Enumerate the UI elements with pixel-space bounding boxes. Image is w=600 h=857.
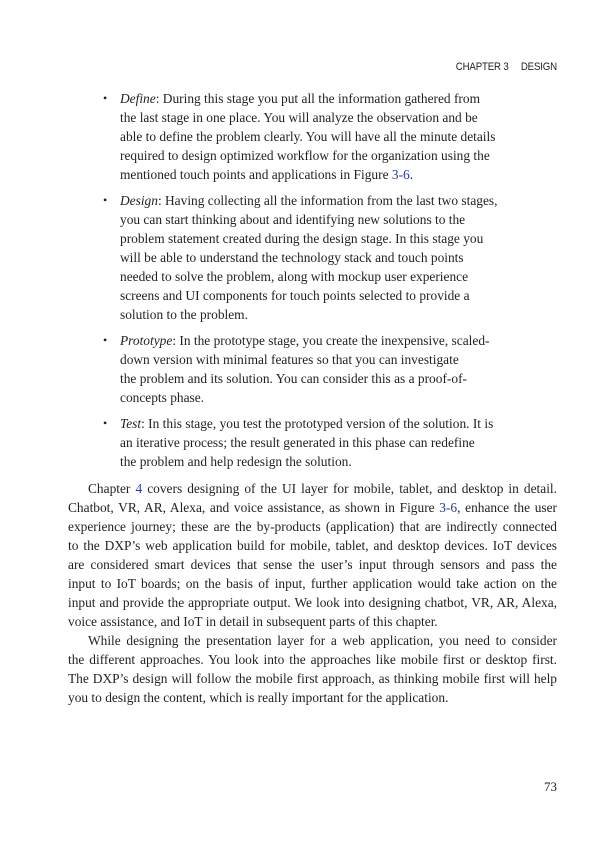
text-line	[68, 631, 557, 650]
bullet-item	[103, 89, 523, 184]
text-run: covers designing of the UI layer for mobile, tablet, and desktop in detail.	[142, 481, 557, 496]
text-line	[120, 89, 523, 108]
text-line	[120, 433, 523, 452]
text-line	[68, 498, 557, 517]
text-line	[120, 369, 523, 388]
paragraph	[68, 479, 557, 631]
text-run: The DXP’s design will follow the mobile first approach, as thinking mobile first will help	[68, 671, 557, 686]
text-line	[120, 452, 523, 471]
bullet-item	[103, 331, 523, 407]
text-run: to the DXP’s web application build for mobile, tablet, and desktop devices. IoT devices	[68, 538, 557, 553]
text-run: Chatbot, VR, AR, Alexa, and voice assistance, as shown in Figure	[68, 500, 440, 515]
bullet-list	[103, 89, 523, 478]
text-run: : Having collecting all the information from the last two stages,	[157, 193, 498, 208]
text-run: : In the prototype stage, you create the inexpensive, scaled-	[172, 333, 490, 348]
text-line	[120, 127, 523, 146]
text-run: .	[409, 167, 414, 182]
term-emphasis: Define	[120, 91, 156, 106]
text-run: are considered smart devices that sense the user’s input through sensors and pass the	[68, 557, 557, 572]
text-run: down version with minimal features so that you can investigate	[120, 352, 459, 367]
text-run: will be able to understand the technology stack and touch points	[120, 250, 464, 265]
text-line	[68, 479, 557, 498]
text-line	[68, 669, 557, 688]
text-run: solution to the problem.	[120, 307, 248, 322]
text-run: Chapter	[88, 481, 136, 496]
text-run: experience journey; these are the by-products (application) that are indirectly connected	[68, 519, 557, 534]
text-run: : During this stage you put all the information gathered from	[155, 91, 480, 106]
text-run: mentioned touch points and applications in Figure	[120, 167, 392, 182]
text-line	[68, 593, 557, 612]
page-number: 73	[544, 779, 557, 794]
text-run: the different approaches. You look into the approaches like mobile first or desktop first.	[68, 652, 557, 667]
text-run: an iterative process; the result generated in this phase can redefine	[120, 435, 475, 450]
text-line	[68, 555, 557, 574]
text-run: : In this stage, you test the prototyped version of the solution. It is	[141, 416, 494, 431]
text-line	[120, 388, 523, 407]
text-run: needed to solve the problem, along with mockup user experience	[120, 269, 469, 284]
text-run: concepts phase.	[120, 390, 205, 405]
text-line	[68, 517, 557, 536]
bullet-icon: •	[103, 193, 108, 207]
bullet-icon: •	[103, 416, 108, 430]
text-line	[120, 350, 523, 369]
text-line	[120, 414, 523, 433]
text-line	[68, 688, 557, 707]
text-run: input to IoT boards; on the basis of input, further application would take action on the	[68, 576, 557, 591]
text-line	[120, 165, 523, 184]
text-line	[120, 331, 523, 350]
text-run: problem statement created during the design stage. In this stage you	[120, 231, 484, 246]
text-run: While designing the presentation layer for a web application, you need to consider	[88, 633, 557, 648]
text-line	[120, 146, 523, 165]
text-line	[120, 305, 523, 324]
text-run: the last stage in one place. You will analyze the observation and be	[120, 110, 478, 125]
text-run: screens and UI components for touch points selected to provide a	[120, 288, 470, 303]
text-line	[120, 248, 523, 267]
body-text	[68, 479, 557, 707]
bullet-item	[103, 414, 523, 471]
text-run: voice assistance, and IoT in detail in subsequent parts of this chapter.	[68, 614, 438, 629]
text-line	[68, 650, 557, 669]
bullet-icon: •	[103, 333, 108, 347]
text-line	[120, 191, 523, 210]
term-emphasis: Test	[120, 416, 142, 431]
text-run: you can start thinking about and identifying new solutions to the	[120, 212, 466, 227]
text-line	[68, 536, 557, 555]
paragraph	[68, 631, 557, 707]
text-run: input and provide the appropriate output. We look into designing chatbot, VR, AR, Alexa,	[68, 595, 557, 610]
figure-link[interactable]: 3-6	[391, 167, 410, 182]
chapter-label: CHAPTER 3	[455, 61, 509, 73]
chapter-title: DESIGN	[520, 61, 557, 73]
text-run: you to design the content, which is really important for the application.	[68, 690, 449, 705]
text-line	[68, 574, 557, 593]
text-line	[120, 286, 523, 305]
text-run: the problem and help redesign the solution.	[120, 454, 352, 469]
text-run: the problem and its solution. You can consider this as a proof-of-	[120, 371, 467, 386]
text-run: able to define the problem clearly. You will have all the minute details	[120, 129, 496, 144]
text-line	[120, 267, 523, 286]
text-run: , enhance the user	[457, 500, 558, 515]
figure-link[interactable]: 3-6	[439, 500, 458, 515]
figure-link[interactable]: 4	[135, 481, 143, 496]
text-line	[120, 229, 523, 248]
term-emphasis: Design	[120, 193, 158, 208]
running-header	[444, 61, 557, 73]
bullet-item	[103, 191, 523, 324]
text-line	[120, 210, 523, 229]
text-line	[120, 108, 523, 127]
bullet-icon: •	[103, 91, 108, 105]
term-emphasis: Prototype	[120, 333, 173, 348]
text-run: required to design optimized workflow for the organization using the	[120, 148, 490, 163]
text-line	[68, 612, 557, 631]
